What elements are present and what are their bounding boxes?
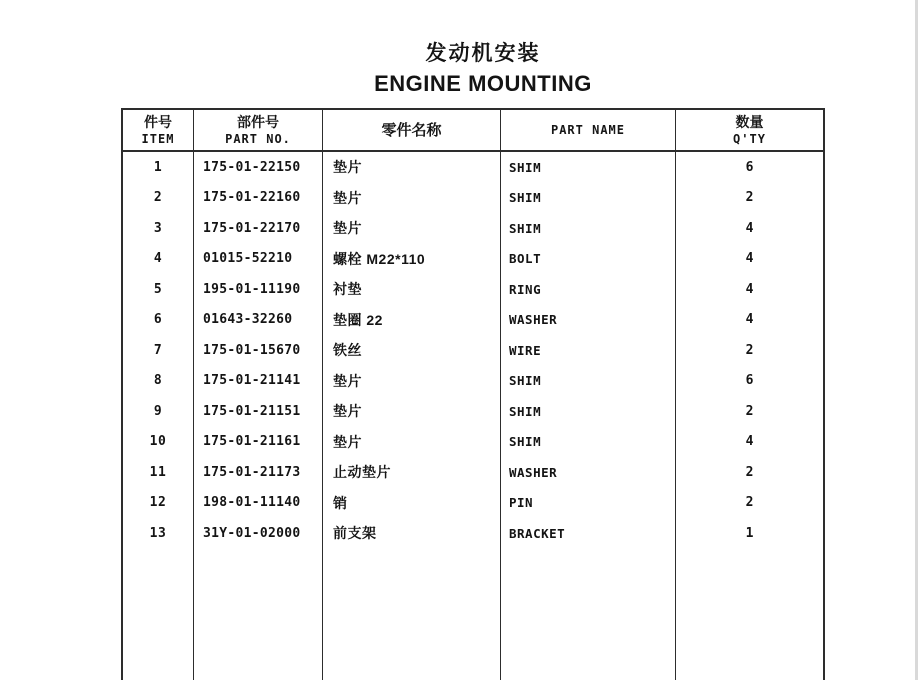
table-row	[123, 335, 823, 366]
col-header-part-no-cn: 部件号	[237, 114, 279, 130]
cell-part-name-english: SHIM	[501, 427, 676, 458]
empty-cell	[123, 549, 194, 680]
empty-cell	[194, 549, 323, 680]
title-block	[131, 40, 835, 96]
cell-part-name-chinese: 垫片	[323, 213, 501, 244]
cell-item-number: 11	[123, 457, 194, 488]
col-header-qty-cn: 数量	[735, 114, 764, 130]
table-body	[123, 152, 823, 680]
cell-part-name-chinese: 螺栓 M22*110	[323, 244, 501, 275]
cell-item-number: 7	[123, 335, 194, 366]
cell-item-number: 9	[123, 396, 194, 427]
cell-quantity: 4	[745, 220, 754, 236]
cell-item-number: 6	[123, 305, 194, 336]
table-row	[123, 457, 823, 488]
table-row	[123, 305, 823, 336]
cell-part-no: 175-01-21141	[194, 366, 323, 397]
cell-item-number: 12	[123, 488, 194, 519]
cell-part-name-chinese: 垫片	[323, 427, 501, 458]
cell-quantity: 4	[745, 312, 754, 328]
cell-part-no: 175-01-21161	[194, 427, 323, 458]
cell-quantity: 2	[745, 403, 754, 419]
cell-quantity: 6	[745, 373, 754, 389]
col-header-item-cn: 件号	[144, 114, 172, 130]
cell-item-number: 13	[123, 518, 194, 549]
col-header-name-cn	[323, 110, 501, 150]
col-header-item	[123, 110, 194, 150]
cell-part-no: 175-01-21151	[194, 396, 323, 427]
cell-part-no: 175-01-15670	[194, 335, 323, 366]
cell-item-number: 1	[123, 152, 194, 183]
col-header-part-name-label: PART NAME	[550, 123, 626, 137]
col-header-name-cn-label: 零件名称	[381, 121, 442, 139]
table-row	[123, 183, 823, 214]
table-header-row	[123, 110, 823, 152]
empty-cell	[676, 549, 823, 680]
cell-part-name-chinese: 垫圈 22	[323, 305, 501, 336]
cell-part-name-chinese: 衬垫	[323, 274, 501, 305]
cell-item-number: 4	[123, 244, 194, 275]
cell-part-no: 195-01-11190	[194, 274, 323, 305]
table-row	[123, 427, 823, 458]
empty-cell	[501, 549, 676, 680]
col-header-part-no	[194, 110, 323, 150]
cell-part-name-chinese: 铁丝	[323, 335, 501, 366]
cell-part-name-chinese: 止动垫片	[323, 457, 501, 488]
cell-part-name-english: SHIM	[501, 213, 676, 244]
cell-item-number: 3	[123, 213, 194, 244]
cell-part-name-english: WASHER	[501, 305, 676, 336]
cell-quantity: 2	[745, 495, 754, 511]
page-right-edge-strip	[915, 0, 918, 680]
table-row	[123, 152, 823, 183]
cell-quantity: 4	[745, 434, 754, 450]
cell-part-no: 175-01-22170	[194, 213, 323, 244]
cell-part-no: 175-01-21173	[194, 457, 323, 488]
cell-part-no: 175-01-22150	[194, 152, 323, 183]
cell-item-number: 5	[123, 274, 194, 305]
table-row	[123, 488, 823, 519]
col-header-qty	[676, 110, 823, 150]
cell-quantity: 4	[745, 251, 754, 267]
cell-part-name-chinese: 前支架	[323, 518, 501, 549]
table-row	[123, 396, 823, 427]
cell-quantity: 2	[745, 190, 754, 206]
table-row	[123, 274, 823, 305]
cell-part-name-chinese: 垫片	[323, 183, 501, 214]
cell-item-number: 8	[123, 366, 194, 397]
cell-part-name-english: RING	[501, 274, 676, 305]
cell-part-no: 01015-52210	[194, 244, 323, 275]
cell-part-name-english: SHIM	[501, 396, 676, 427]
cell-part-name-english: SHIM	[501, 152, 676, 183]
cell-part-no: 31Y-01-02000	[194, 518, 323, 549]
cell-quantity: 1	[745, 525, 754, 541]
cell-quantity: 2	[745, 464, 754, 480]
cell-part-name-english: PIN	[501, 488, 676, 519]
cell-part-name-chinese: 垫片	[323, 152, 501, 183]
cell-part-name-english: BOLT	[501, 244, 676, 275]
col-header-part-no-en: PART NO.	[225, 132, 291, 146]
cell-item-number: 2	[123, 183, 194, 214]
cell-part-name-chinese: 垫片	[323, 396, 501, 427]
cell-part-name-english: BRACKET	[501, 518, 676, 549]
cell-item-number: 10	[123, 427, 194, 458]
cell-part-name-chinese: 销	[323, 488, 501, 519]
cell-part-no: 175-01-22160	[194, 183, 323, 214]
col-header-qty-en: Q'TY	[733, 132, 766, 146]
cell-part-name-english: SHIM	[501, 366, 676, 397]
col-header-item-en: ITEM	[141, 132, 175, 146]
cell-quantity: 4	[745, 281, 754, 297]
table-row	[123, 366, 823, 397]
col-header-part-name	[501, 110, 676, 150]
cell-part-name-english: WIRE	[501, 335, 676, 366]
cell-part-name-english: SHIM	[501, 183, 676, 214]
table-empty-filler-row	[123, 549, 823, 680]
empty-cell	[323, 549, 501, 680]
cell-part-name-chinese: 垫片	[323, 366, 501, 397]
cell-part-no: 198-01-11140	[194, 488, 323, 519]
page-title-chinese: 发动机安装	[425, 42, 541, 65]
table-row	[123, 518, 823, 549]
cell-quantity: 6	[745, 159, 754, 175]
table-row	[123, 244, 823, 275]
page-title-english: ENGINE MOUNTING	[374, 71, 592, 96]
table-row	[123, 213, 823, 244]
cell-part-no: 01643-32260	[194, 305, 323, 336]
cell-quantity: 2	[745, 342, 754, 358]
parts-table	[121, 108, 825, 680]
cell-part-name-english: WASHER	[501, 457, 676, 488]
